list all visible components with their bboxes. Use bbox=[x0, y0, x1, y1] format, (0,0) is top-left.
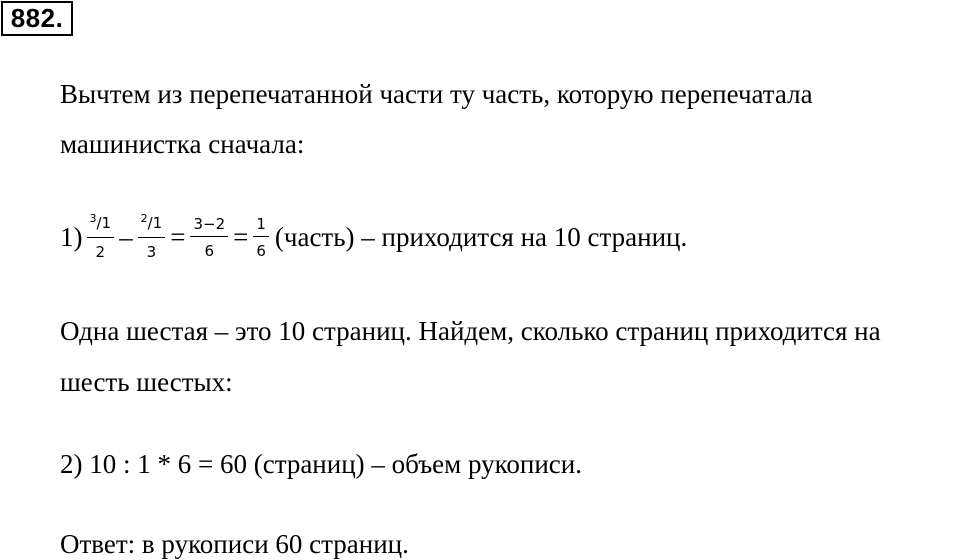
step1-tail: (часть) – приходится на 10 страниц. bbox=[274, 221, 688, 252]
step1-equation bbox=[60, 206, 687, 268]
fraction-4 bbox=[253, 215, 269, 260]
step1-label: 1) bbox=[60, 221, 83, 252]
fraction-2-numerator: /1 bbox=[147, 213, 163, 232]
answer-line: Ответ: в рукописи 60 страниц. bbox=[60, 529, 409, 559]
paragraph2-line2: шесть шестых: bbox=[60, 367, 233, 397]
fraction-1 bbox=[87, 211, 115, 261]
fraction-3-numerator: 3−2 bbox=[190, 215, 228, 237]
fraction-4-denominator: 6 bbox=[256, 241, 266, 260]
equals-sign-2: = bbox=[233, 221, 249, 252]
fraction-3 bbox=[190, 215, 228, 260]
fraction-1-sup: 3 bbox=[89, 211, 97, 225]
fraction-2-denominator: 3 bbox=[146, 242, 157, 261]
fraction-2 bbox=[138, 211, 166, 261]
paragraph1-line1: Вычтем из перепечатанной части ту часть, которую перепечатала bbox=[60, 79, 813, 109]
paragraph1-line2: машинистка сначала: bbox=[60, 129, 305, 159]
equals-sign-1: = bbox=[170, 221, 186, 252]
fraction-4-numerator: 1 bbox=[253, 215, 269, 237]
minus-sign: – bbox=[119, 221, 133, 252]
fraction-1-numerator: /1 bbox=[96, 213, 112, 232]
paragraph2-line1: Одна шестая – это 10 страниц. Найдем, сколько страниц приходится на bbox=[60, 316, 881, 346]
step2-line: 2) 10 : 1 * 6 = 60 (страниц) – объем рукописи. bbox=[60, 449, 582, 479]
fraction-2-sup: 2 bbox=[140, 211, 148, 225]
fraction-3-denominator: 6 bbox=[204, 241, 215, 260]
problem-number: 882. bbox=[1, 1, 73, 36]
fraction-1-denominator: 2 bbox=[95, 242, 106, 261]
